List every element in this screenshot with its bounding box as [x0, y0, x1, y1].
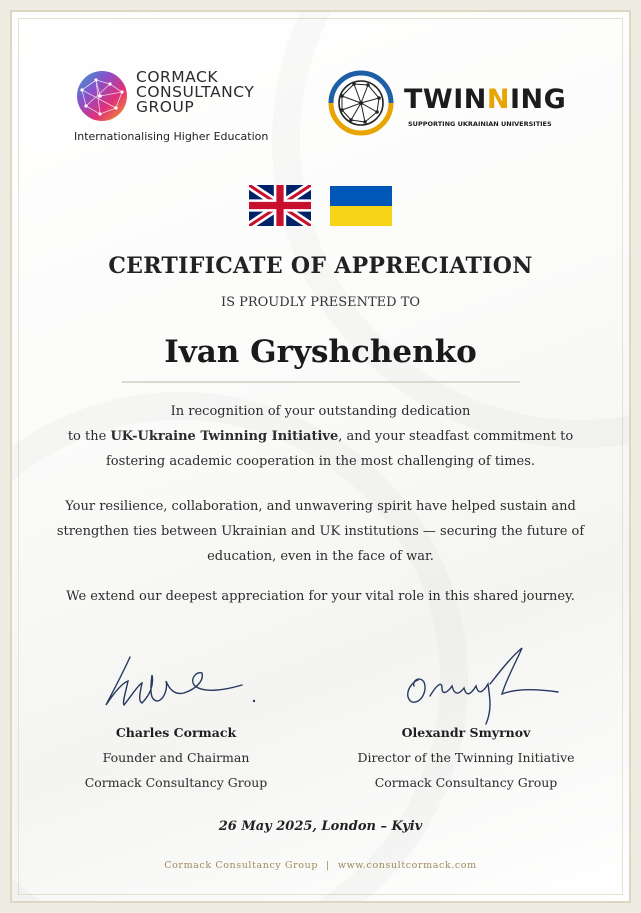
footer-org: Cormack Consultancy Group	[164, 860, 319, 871]
recognition-paragraph	[40, 399, 601, 474]
ccg-line3: GROUP	[136, 98, 195, 116]
text-line: education, even in the face of war.	[207, 549, 434, 564]
date-place: 26 May 2025, London – Kyiv	[218, 819, 423, 834]
ccg-tagline: Internationalising Higher Education	[74, 130, 269, 143]
signatory-left	[36, 720, 316, 795]
signatory-org: Cormack Consultancy Group	[374, 775, 558, 790]
resilience-paragraph	[40, 494, 601, 569]
ccg-logo	[64, 60, 284, 150]
signatory-org: Cormack Consultancy Group	[84, 775, 268, 790]
twinning-word-accent: N	[486, 84, 510, 115]
twinning-subtitle: SUPPORTING UKRAINIAN UNIVERSITIES	[408, 120, 552, 128]
signatory-role: Founder and Chairman	[102, 750, 250, 765]
text-line	[40, 424, 601, 449]
ccg-line2: CONSULTANCY	[136, 83, 255, 101]
twinning-globe-icon	[328, 70, 394, 136]
ccg-globe-icon	[76, 70, 128, 122]
recipient-underline	[122, 381, 520, 383]
text-span: to the	[67, 429, 111, 444]
ukraine-flag-icon	[330, 186, 392, 226]
twinning-wordmark	[404, 84, 566, 115]
twinning-word-part: TWIN	[404, 84, 487, 115]
ccg-wordmark	[136, 70, 254, 115]
signatory-name: Charles Cormack	[115, 725, 237, 740]
signatory-right	[326, 720, 606, 795]
text-line: strengthen ties between Ukrainian and UK institutions — securing the future of	[56, 524, 585, 539]
twinning-word-part: ING	[509, 84, 567, 115]
text-line: Your resilience, collaboration, and unwavering spirit have helped sustain and	[65, 499, 576, 514]
signatory-role: Director of the Twinning Initiative	[357, 750, 575, 765]
appreciation-paragraph	[40, 584, 601, 609]
text-line: We extend our deepest appreciation for your vital role in this shared journey.	[66, 589, 575, 604]
certificate-title: CERTIFICATE OF APPRECIATION	[108, 253, 533, 279]
text-line: In recognition of your outstanding dedication	[170, 404, 471, 419]
uk-flag-icon	[249, 185, 311, 226]
text-line: fostering academic cooperation in the most challenging of times.	[105, 454, 536, 469]
ccg-line1: CORMACK	[136, 68, 218, 86]
signature-left-icon	[92, 645, 272, 715]
signatory-name: Olexandr Smyrnov	[401, 725, 531, 740]
initiative-name: UK-Ukraine Twinning Initiative	[110, 429, 339, 444]
footer	[0, 860, 641, 871]
twinning-logo	[328, 70, 578, 140]
text-span: , and your steadfast commitment to	[338, 429, 574, 444]
footer-separator: |	[326, 860, 330, 871]
footer-website-link[interactable]: www.consultcormack.com	[337, 860, 477, 871]
recipient-name: Ivan Gryshchenko	[164, 334, 477, 370]
presented-to-label: IS PROUDLY PRESENTED TO	[220, 295, 421, 310]
